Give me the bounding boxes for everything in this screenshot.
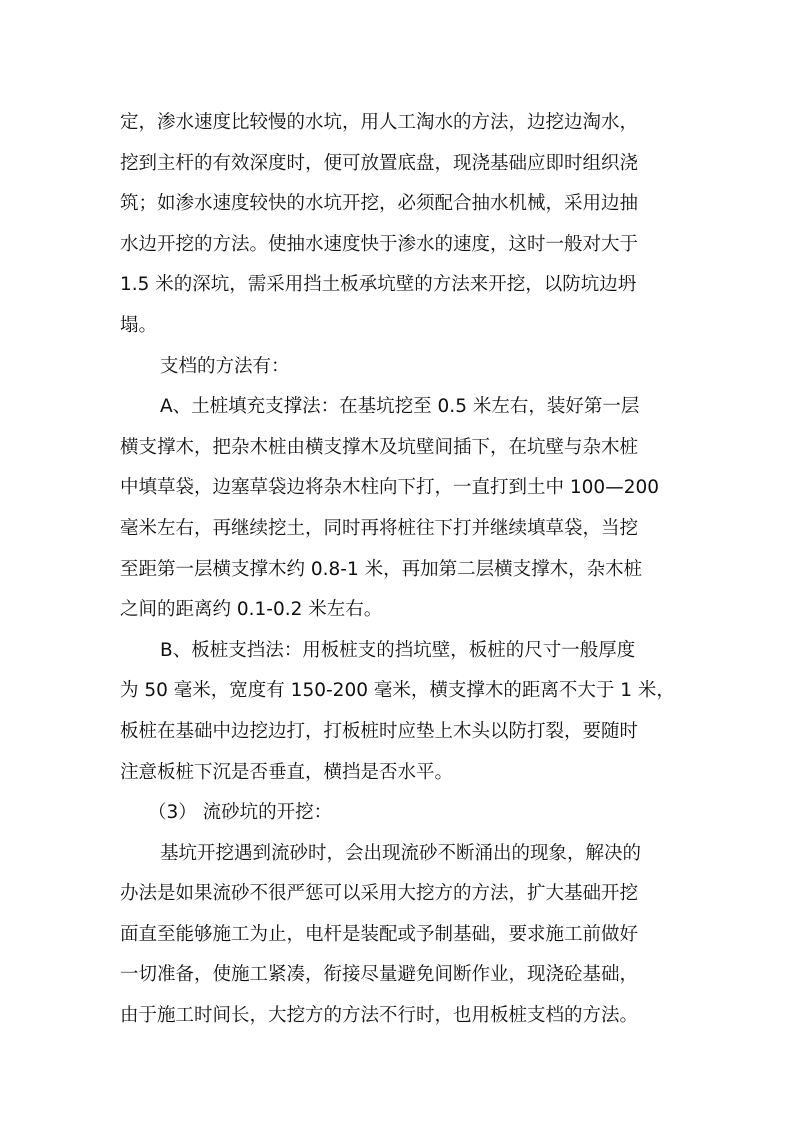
text-line-10: 中填草袋，边塞草袋边将杂木柱向下打，一直打到土中 100—200 [120,477,660,499]
text-line-6: 塌。 [120,314,158,336]
text-line-12: 至距第一层横支撑木约 0.8-1 米，再加第二层横支撑木，杂木桩 [120,558,643,580]
section-heading: （3） 流砂坑的开挖： [148,802,333,824]
text-line-3: 筑；如渗水速度较快的水坑开挖，必须配合抽水机械，采用边抽 [120,193,639,215]
text-line-19: 基坑开挖遇到流砂时，会出现流砂不断涌出的现象，解决的 [160,842,642,864]
text-line-8: A、土桩填充支撑法：在基坑挖至 0.5 米左右，装好第一层 [160,396,640,418]
text-line-1: 定，渗水速度比较慢的水坑，用人工淘水的方法，边挖边淘水， [120,112,639,133]
text-line-2: 挖到主杆的有效深度时，便可放置底盘，现浇基础应即时组织浇 [120,152,639,174]
text-line-7: 支档的方法有： [160,355,290,377]
text-line-14: B、板桩支挡法：用板桩支的挡坑壁，板桩的尺寸一般厚度 [160,639,636,661]
text-line-21: 面直至能够施工为止，电杆是装配或予制基础，要求施工前做好 [120,923,639,945]
text-line-9: 横支撑木，把杂木桩由横支撑木及坑壁间插下，在坑壁与杂木桩 [120,436,639,458]
text-line-5: 1.5 米的深坑，需采用挡土板承坑壁的方法来开挖，以防坑边坍 [120,274,637,296]
text-line-22: 一切准备，使施工紧凑，衔接尽量避免间断作业，现浇砼基础， [120,964,639,986]
document-body [120,103,688,1037]
text-line-15: 为 50 毫米，宽度有 150-200 毫米，横支撑木的距离不大于 1 米， [120,680,675,702]
text-line-20: 办法是如果流砂不很严惩可以采用大挖方的方法，扩大基础开挖 [120,883,639,905]
text-line-11: 毫米左右，再继续挖土，同时再将桩往下打并继续填草袋，当挖 [120,517,639,539]
text-line-17: 注意板桩下沉是否垂直，横挡是否水平。 [120,761,454,783]
text-line-4: 水边开挖的方法。使抽水速度快于渗水的速度，这时一般对大于 [120,233,639,255]
text-line-13: 之间的距离约 0.1-0.2 米左右。 [120,599,383,621]
text-line-16: 板桩在基础中边挖边打，打板桩时应垫上木头以防打裂，要随时 [120,720,639,742]
text-line-23: 由于施工时间长，大挖方的方法不行时，也用板桩支档的方法。 [120,1005,639,1027]
